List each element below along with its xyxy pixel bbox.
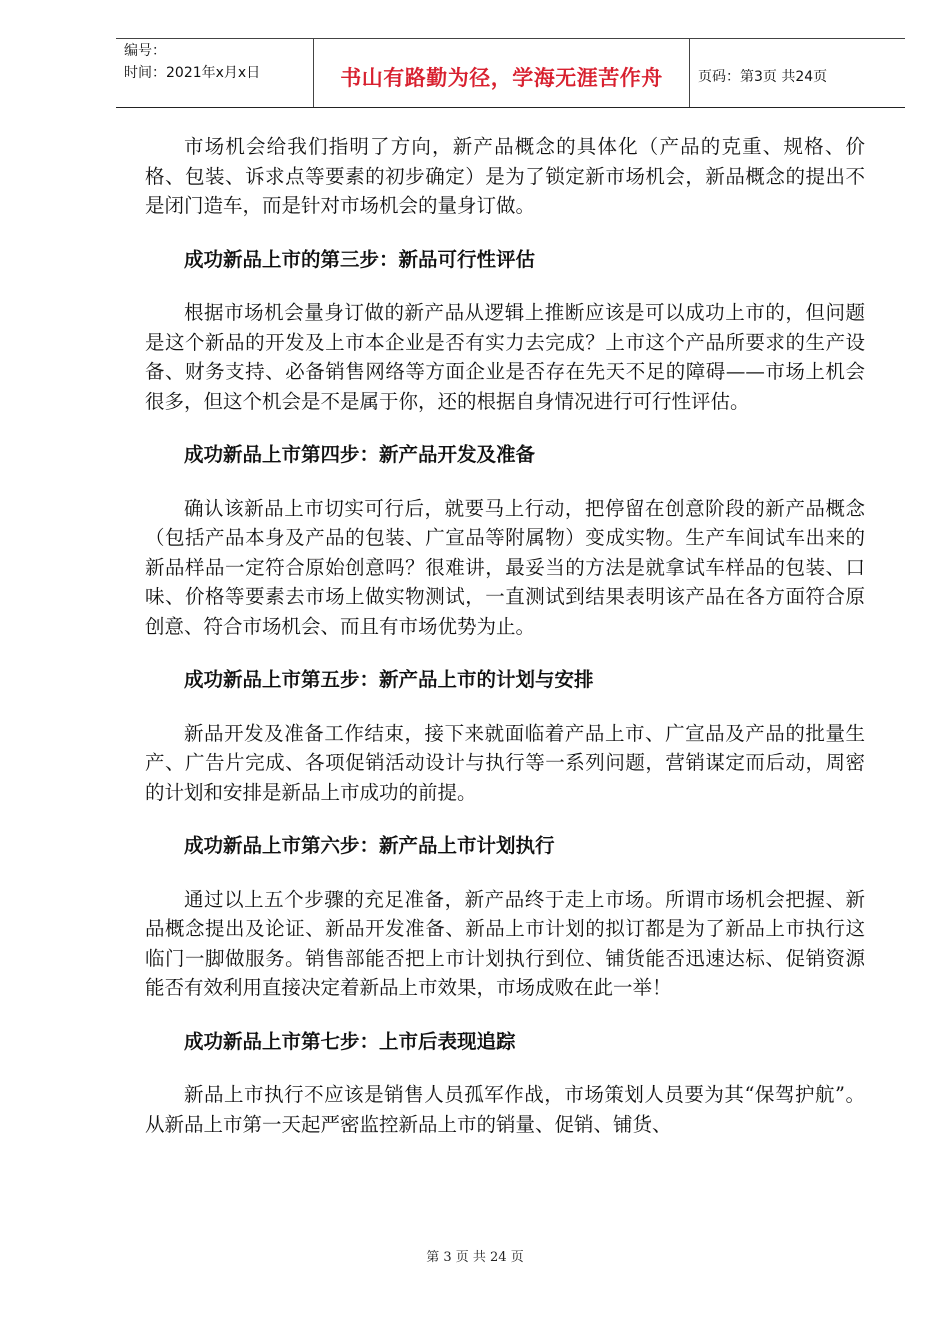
page-footer: 第 3 页 共 24 页 [426, 1250, 524, 1265]
section-heading: 成功新品上市第七步：上市后表现追踪 [184, 1029, 516, 1053]
body-paragraph: 市场机会给我们指明了方向，新产品概念的具体化（产品的克重、规格、价格、包装、诉求点等要素的初步确定）是为了锁定新市场机会，新品概念的提出不是闭门造车，而是针对市场机会的量身订做。 [145, 135, 865, 217]
header-motto: 书山有路勤为径，学海无涯苦作舟 [314, 38, 690, 108]
body-paragraph: 新品上市执行不应该是销售人员孤军作战，市场策划人员要为其“保驾护航”。从新品上市第一天起严密监控新品上市的销量、促销、铺货、 [145, 1083, 865, 1136]
page-header [116, 38, 905, 108]
body-paragraph: 根据市场机会量身订做的新产品从逻辑上推断应该是可以成功上市的，但问题是这个新品的开发及上市本企业是否有实力去完成？上市这个产品所要求的生产设备、财务支持、必备销售网络等方面企业是否存在先天不足的障碍——市场上机会很多，但这个机会是不是属于你，还的根据自身情况进行可行性评估。 [145, 301, 865, 413]
section-heading: 成功新品上市第五步：新产品上市的计划与安排 [184, 668, 594, 691]
body-paragraph: 新品开发及准备工作结束，接下来就面临着产品上市、广宣品及产品的批量生产、广告片完成、各项促销活动设计与执行等一系列问题，营销谋定而后动，周密的计划和安排是新品上市成功的前提。 [145, 721, 865, 804]
header-page-info: 页码：第3页 共24页 [698, 69, 828, 85]
body-paragraph: 确认该新品上市切实可行后，就要马上行动，把停留在创意阶段的新产品概念（包括产品本身及产品的包装、广宣品等附属物）变成实物。生产车间试车出来的新品样品一定符合原始创意吗？很难讲，最妥当的方法是就拿试车样品的包装、口味、价格等要素去市场上做实物测试，一直测试到结果表明该产品在各方面符合原创意、符合市场机会、而且有市场优势为止。 [145, 496, 865, 638]
section-heading: 成功新品上市第六步：新产品上市计划执行 [184, 834, 555, 857]
document-body [145, 132, 865, 1163]
time-label: 时间：2021年x月x日 [124, 65, 261, 81]
section-heading: 成功新品上市的第三步：新品可行性评估 [184, 247, 536, 271]
header-meta-cell [116, 38, 314, 108]
number-label: 编号： [124, 43, 166, 59]
header-bottom-rule [116, 107, 905, 108]
body-paragraph: 通过以上五个步骤的充足准备，新产品终于走上市场。所谓市场机会把握、新品概念提出及论证、新品开发准备、新品上市计划的拟订都是为了新品上市执行这临门一脚做服务。销售部能否把上市计划执行到位、铺货能否迅速达标、促销资源能否有效利用直接决定着新品上市效果，市场成败在此一举！ [145, 887, 865, 999]
section-heading: 成功新品上市第四步：新产品开发及准备 [184, 443, 536, 466]
